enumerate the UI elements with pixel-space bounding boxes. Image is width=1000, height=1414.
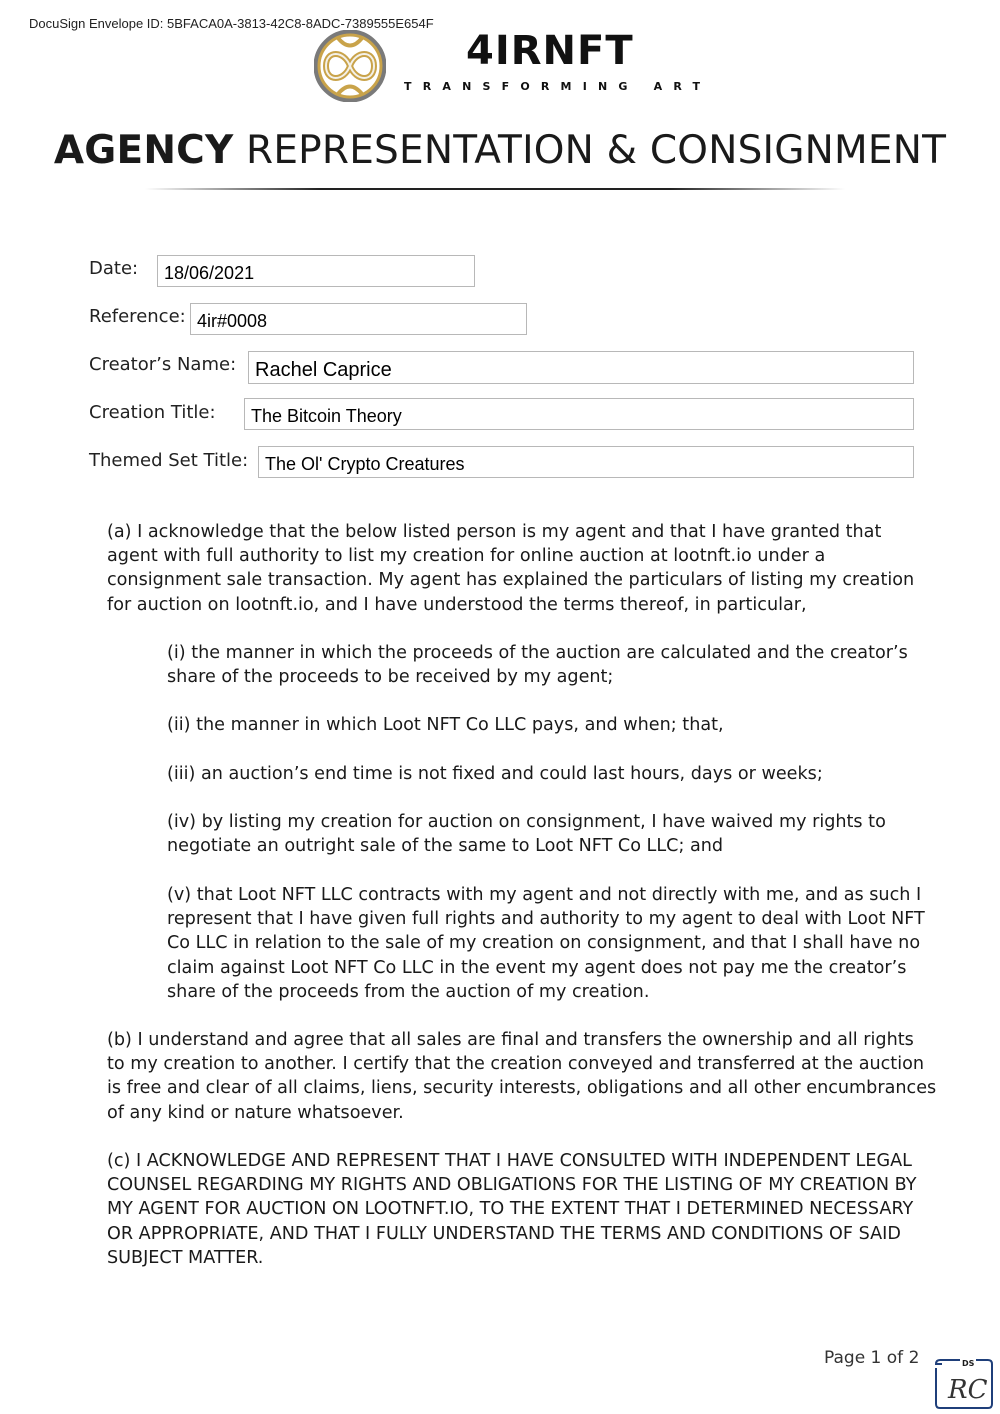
date-label: Date: [89,258,139,279]
gold-infinity-knot-icon [314,30,386,102]
clause-a: (a) I acknowledge that the below listed person is my agent and that I have granted that agent with full authority to list my creation for online auction at lootnft.io under a consignment sale transaction. My agent has explained the particulars of listing my creation for auction on lootnft.io, and I have understood the terms thereof, in particular, [107,522,915,615]
page-number: Page 1 of 2 [824,1348,920,1368]
document-title [0,128,1000,173]
stamp-label: DS [962,1359,975,1368]
clause-ii: (ii) the manner in which Loot NFT Co LLC pays, and when; that, [167,715,724,735]
initials-signature: RC [948,1375,988,1405]
themed-set-title-field[interactable]: The Ol' Crypto Creatures [258,446,914,478]
creation-title-label: Creation Title: [89,402,216,423]
creator-name-field[interactable]: Rachel Caprice [248,351,914,384]
document-title-bold: AGENCY [53,128,234,173]
themed-set-title-label: Themed Set Title: [89,450,249,471]
brand-tagline: TRANSFORMING ART [404,80,712,93]
docusign-initials-stamp[interactable] [934,1358,994,1410]
date-field[interactable]: 18/06/2021 [157,255,475,287]
clause-iii: (iii) an auction’s end time is not fixed and could last hours, days or weeks; [167,764,823,784]
brand-name: 4IRNFT [466,28,634,74]
clause-c: (c) I ACKNOWLEDGE AND REPRESENT THAT I HAVE CONSULTED WITH INDEPENDENT LEGAL COUNSEL REGARDING MY RIGHTS AND OBLIGATIONS FOR THE LISTING OF MY CREATION BY MY AGENT FOR AUCTION ON LOOTNFT.IO, TO THE EXTENT THAT I DETERMINED NECESSARY OR APPROPRIATE, AND THAT I FULLY UNDERSTAND THE TERMS AND CONDITIONS OF SAID SUBJECT MATTER. [107,1151,917,1268]
clause-iv: (iv) by listing my creation for auction on consignment, I have waived my rights to negotiate an outright sale of the same to Loot NFT Co LLC; and [167,812,886,857]
title-divider [145,188,845,190]
document-title-rest: REPRESENTATION & CONSIGNMENT [246,128,947,173]
reference-label: Reference: [89,306,186,327]
reference-field[interactable]: 4ir#0008 [190,303,527,335]
clause-b: (b) I understand and agree that all sales are final and transfers the ownership and all rights to my creation to another. I certify that the creation conveyed and transferred at the auction is free and clear of all claims, liens, security interests, obligations and all other encumbrances of any kind or nature whatsoever. [107,1030,937,1123]
creation-title-field[interactable]: The Bitcoin Theory [244,398,914,430]
creator-name-label: Creator’s Name: [89,354,237,375]
clause-i: (i) the manner in which the proceeds of the auction are calculated and the creator’s share of the proceeds to be received by my agent; [167,643,908,688]
clause-v: (v) that Loot NFT LLC contracts with my agent and not directly with me, and as such I represent that I have given full rights and authority to my agent to deal with Loot NFT Co LLC in relation to the sale of my creation on consignment, and that I shall have no claim against Loot NFT Co LLC in the event my agent does not pay me the creator’s share of the proceeds from the auction of my creation. [167,885,925,1002]
envelope-id: DocuSign Envelope ID: 5BFACA0A-3813-42C8-8ADC-7389555E654F [29,16,434,31]
